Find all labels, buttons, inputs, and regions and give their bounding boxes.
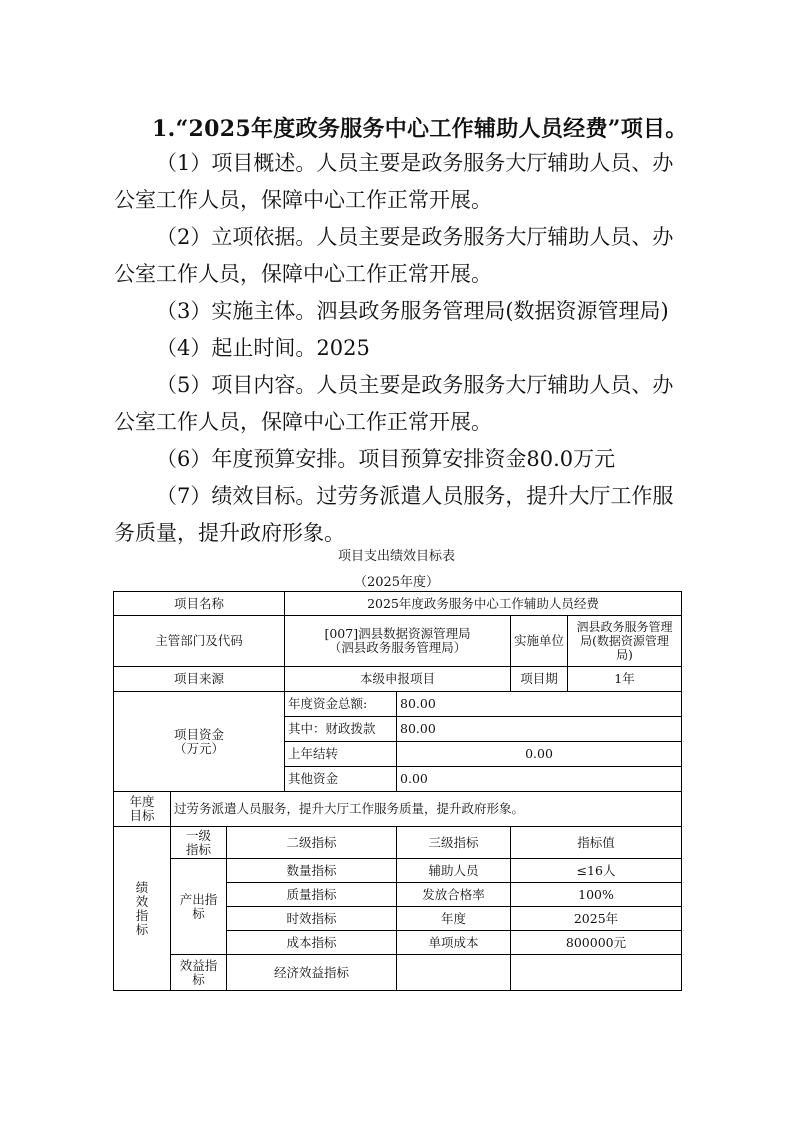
indicator-level2: 时效指标 [227, 907, 397, 931]
dept-label: 主管部门及代码 [114, 616, 285, 667]
indicator-level3: 单项成本 [397, 931, 511, 955]
annual-goal-label [114, 792, 171, 827]
project-name: 2025年度政务服务中心工作辅助人员经费 [285, 592, 682, 616]
paragraph-overview [114, 145, 684, 219]
paragraph-goal [114, 478, 684, 552]
indicator-level3: 年度 [397, 907, 511, 931]
dept-value [285, 616, 511, 667]
indicator-value [511, 955, 682, 991]
goal-label-line: 目标 [129, 808, 155, 823]
benefit-label-line: 标 [192, 971, 205, 987]
paragraph-line: （1）项目概述。人员主要是政务服务大厅辅助人员、办 [156, 151, 674, 175]
perf-label-char: 绩 [135, 879, 149, 895]
funds-item-label: 上年结转 [285, 742, 397, 767]
paragraph-line: （6）年度预算安排。项目预算安排资金80.0万元 [156, 447, 616, 471]
perf-label-char: 指 [135, 907, 149, 923]
paragraph-line: 务质量，提升政府形象。 [114, 521, 345, 545]
funds-item-value: 0.00 [397, 767, 682, 792]
paragraph-line: 公室工作人员，保障中心工作正常开展。 [114, 188, 492, 212]
indicator-level2: 质量指标 [227, 883, 397, 907]
annual-goal-text: 过劳务派遣人员服务，提升大厅工作服务质量，提升政府形象。 [171, 792, 682, 827]
funds-item-value: 0.00 [397, 742, 682, 767]
perf-label-char: 标 [135, 921, 149, 937]
col-header-line: 指标 [185, 841, 211, 857]
performance-indicator-label [114, 827, 171, 991]
funds-label-line: 项目资金 [174, 726, 225, 742]
paragraph-line: 公室工作人员，保障中心工作正常开展。 [114, 410, 492, 434]
benefit-label-line: 效益指 [179, 957, 218, 973]
paragraph-line: （7）绩效目标。过劳务派遣人员服务，提升大厅工作服 [156, 484, 674, 508]
paragraph-line: 公室工作人员，保障中心工作正常开展。 [114, 262, 492, 286]
indicator-value: 100% [511, 883, 682, 907]
output-indicator-label [171, 859, 227, 955]
paragraph-basis [114, 219, 684, 293]
funds-item-label: 年度资金总额: [285, 692, 397, 717]
impl-value [568, 616, 682, 667]
paragraph-implementer [114, 293, 684, 330]
table-year: （2025年度） [353, 575, 440, 590]
indicator-level2: 经济效益指标 [227, 955, 397, 991]
funds-item-value: 80.00 [397, 692, 682, 717]
output-label-line: 标 [192, 905, 205, 921]
period-value: 1年 [568, 667, 682, 692]
paragraph-line: （3）实施主体。泗县政务服务管理局(数据资源管理局) [156, 299, 669, 323]
paragraph-line: （5）项目内容。人员主要是政务服务大厅辅助人员、办 [156, 373, 674, 397]
funds-label [114, 692, 285, 792]
goal-label-line: 年度 [129, 794, 155, 809]
indicator-value: 2025年 [511, 907, 682, 931]
source-label: 项目来源 [114, 667, 285, 692]
impl-line: 局(数据资源管理 [580, 634, 669, 648]
indicator-level3: 发放合格率 [397, 883, 511, 907]
col-header-level1 [171, 827, 227, 859]
indicator-level3 [397, 955, 511, 991]
paragraph-budget [114, 441, 684, 478]
source-value: 本级申报项目 [285, 667, 511, 692]
output-label-line: 产出指 [179, 891, 218, 907]
paragraph-line: （4）起止时间。2025 [156, 336, 370, 360]
performance-target-table [113, 591, 682, 991]
paragraph-period [114, 330, 684, 367]
indicator-value: 800000元 [511, 931, 682, 955]
paragraph-line: （2）立项依据。人员主要是政务服务大厅辅助人员、办 [156, 225, 674, 249]
table-title: 项目支出绩效目标表 [337, 549, 455, 564]
dept-line: （泗县政务服务管理局） [328, 640, 467, 655]
impl-label-text: 实施单位 [514, 633, 565, 648]
perf-label-char: 效 [135, 893, 149, 909]
benefit-indicator-label [171, 955, 227, 991]
indicator-value: ≤16人 [511, 859, 682, 883]
impl-line: 泗县政务服务管理 [576, 620, 673, 634]
funds-item-label: 其中：财政拨款 [285, 717, 397, 742]
funds-label-unit: （万元） [174, 740, 225, 756]
period-label: 项目期 [511, 667, 568, 692]
section-heading: 1.“2025年度政务服务中心工作辅助人员经费”项目。 [152, 116, 688, 142]
impl-line: 局) [616, 648, 633, 662]
indicator-level2: 成本指标 [227, 931, 397, 955]
col-header-value: 指标值 [511, 827, 682, 859]
indicator-level2: 数量指标 [227, 859, 397, 883]
col-header-level2: 二级指标 [227, 827, 397, 859]
col-header-level3: 三级指标 [397, 827, 511, 859]
col-header-line: 一级 [185, 827, 211, 843]
paragraph-content [114, 367, 684, 441]
indicator-level3: 辅助人员 [397, 859, 511, 883]
funds-item-value: 80.00 [397, 717, 682, 742]
dept-line: [007]泗县数据资源管理局 [324, 626, 471, 641]
funds-item-label: 其他资金 [285, 767, 397, 792]
project-name-label: 项目名称 [114, 592, 285, 616]
impl-label [511, 616, 568, 667]
